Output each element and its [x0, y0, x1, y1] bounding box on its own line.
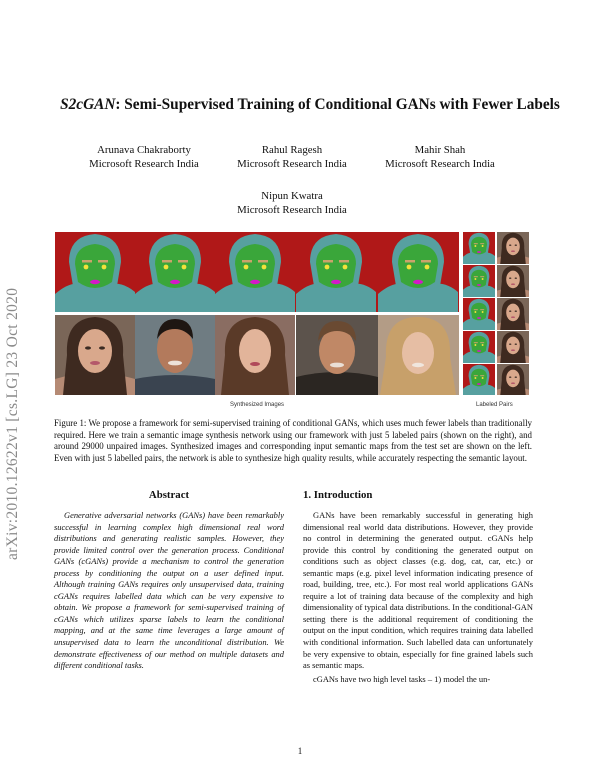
introduction-heading: 1. Introduction: [303, 489, 373, 501]
title-rest: : Semi-Supervised Training of Conditional GANs with Fewer Labels: [115, 96, 560, 113]
author-name: Arunava Chakraborty: [97, 144, 191, 156]
figure-1-graphic: [55, 232, 531, 395]
author-4: [212, 189, 372, 217]
author-affiliation: Microsoft Research India: [237, 204, 347, 216]
author-2: [212, 143, 372, 171]
introduction-text: [303, 510, 533, 685]
label-labeled-pairs: Labeled Pairs: [476, 402, 513, 408]
author-name: Nipun Kwatra: [261, 190, 323, 202]
synthesized-image-row: [55, 315, 459, 395]
figure-caption: Figure 1: We propose a framework for semi-supervised training of conditional GANs, which uses much fewer labels than traditionally required. Here we train a semantic image synthesis network using our framework with just 5 labeled pairs (shown on the right), and around 29000 unpaired images. Synthesized images and corresponding input semantic maps from the test set are shown on the left. Even with just 5 labelled pairs, the network is able to synthesize high quality results, while accurately respecting the semantic layout.: [54, 418, 532, 463]
title-method-name: S2cGAN: [60, 96, 116, 113]
arxiv-identifier: arXiv:2010.12622v1 [cs.LG] 23 Oct 2020: [4, 287, 21, 560]
figure-1: [55, 232, 531, 395]
labeled-pairs-grid: [463, 232, 531, 395]
author-3: [360, 143, 520, 171]
author-name: Rahul Ragesh: [261, 144, 323, 156]
label-synthesized-images: Synthesized Images: [230, 402, 285, 408]
paper-title: [40, 96, 580, 114]
semantic-map-row: [55, 232, 459, 312]
intro-paragraph-1: GANs have been remarkably successful in generating high dimensional real world data distributions. However, they provide no control in determining the generated output. cGANs help provide this control by conditioning the generated output on conditions such as object classes (e.g. dog, cat, car, etc.) or semantic maps (e.g. pixel level information indicating presence of road, building, tree, etc.). For most real world applications GANs require a lot of training data because of the complexity and high dimensionality of typical data distributions. In the conditional-GAN setting there is the additional requirement of conditioning the output on the input condition, which requires training data labelled with conditional information. Such labelled data can unfortunately be very expensive to obtain, especially for fine grained labels such as semantic maps.: [303, 510, 533, 671]
author-1: [64, 143, 224, 171]
page-number: 1: [297, 746, 303, 756]
intro-paragraph-2: cGANs have two high level tasks – 1) model the un-: [313, 673, 491, 684]
author-affiliation: Microsoft Research India: [385, 158, 495, 170]
abstract-text: Generative adversarial networks (GANs) have been remarkably successful in learning complex high dimensional real word distributions and generating realistic samples. However, they provide limited control over the generation process. Conditional GANs (cGANs) provide a mechanism to control the generation process by conditioning the output on a user defined input. Although training GANs requires only unsupervised data, training cGANs requires labelled data which can be very expensive to obtain. We propose a framework for semi-supervised training of cGANs which utilizes sparse labels to learn the conditional mapping, and at the same time leverages a large amount of unsupervised data to learn the unconditional distribution. We demonstrate effectiveness of our method on multiple datasets and different conditional tasks.: [54, 510, 284, 671]
abstract-heading: Abstract: [148, 489, 190, 501]
author-affiliation: Microsoft Research India: [237, 158, 347, 170]
author-affiliation: Microsoft Research India: [89, 158, 199, 170]
author-name: Mahir Shah: [414, 144, 466, 156]
